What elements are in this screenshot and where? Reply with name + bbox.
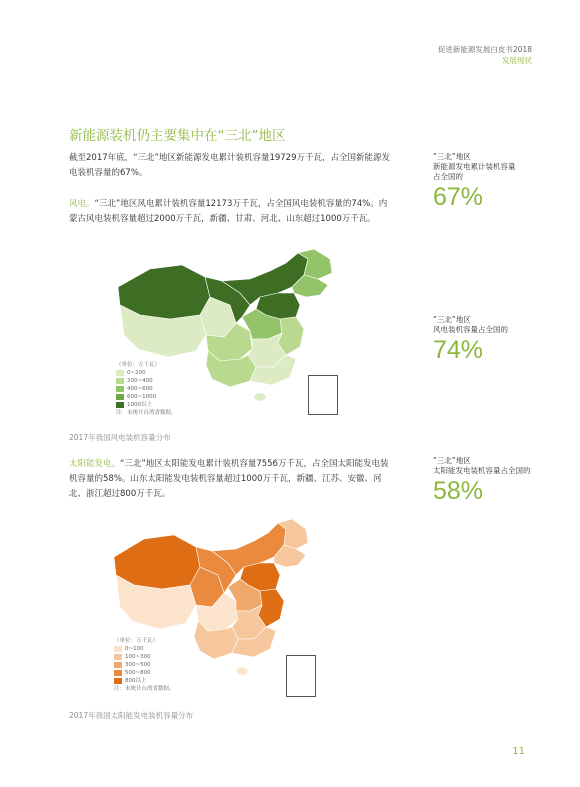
wind-map-legend	[116, 361, 177, 417]
stat-new-energy-line1: “三北”地区	[433, 152, 471, 161]
stat-solar-line2: 太阳能发电装机容量占全国的	[433, 466, 531, 475]
legend-swatch	[114, 678, 122, 684]
legend-label: 200~400	[127, 378, 153, 384]
wind-paragraph	[69, 197, 391, 227]
stat-solar-value: 58%	[433, 477, 484, 505]
solar-legend-row	[114, 669, 175, 677]
stat-solar-line1: “三北”地区	[433, 456, 471, 465]
stat-wind-value: 74%	[433, 336, 484, 364]
wind-legend-row	[116, 369, 177, 377]
legend-label: 500~800	[125, 670, 151, 676]
wind-legend-row	[116, 385, 177, 393]
solar-map-legend	[114, 637, 175, 693]
wind-text: “三北”地区风电累计装机容量12173万千瓦，占全国风电装机容量的74%。内蒙古风电装机容量超过2000万千瓦，新疆、甘肃、河北、山东超过1000万千瓦。	[69, 199, 388, 224]
legend-swatch	[114, 646, 122, 652]
legend-swatch	[116, 402, 124, 408]
legend-label: 600~1000	[127, 394, 157, 400]
wind-map-caption: 2017年我国风电装机容量分布	[69, 433, 171, 442]
header-section-label: 发展现状	[502, 56, 532, 65]
legend-swatch	[116, 386, 124, 392]
legend-label: 0~200	[127, 370, 146, 376]
solar-map-caption: 2017年我国太阳能发电装机容量分布	[69, 711, 194, 720]
stat-new-energy-line3: 占全国的	[433, 172, 463, 181]
solar-legend-row	[114, 677, 175, 685]
solar-map-note: 注：未统计台湾省数据。	[114, 686, 175, 692]
stat-wind	[433, 315, 553, 364]
header-doc-title: 促进新能源发展白皮书2018	[437, 45, 532, 54]
wind-south-sea-inset	[308, 375, 338, 415]
section-title: 新能源装机仍主要集中在“三北”地区	[69, 128, 286, 144]
legend-swatch	[116, 370, 124, 376]
legend-label: 0~100	[125, 646, 144, 652]
stat-new-energy-line2: 新能源发电累计装机容量	[433, 162, 516, 171]
legend-label: 1000以上	[127, 402, 152, 408]
wind-keyword: 风电。	[69, 199, 95, 209]
wind-map-note: 注：未统计台湾省数据。	[116, 410, 177, 416]
legend-label: 300~500	[125, 662, 151, 668]
wind-legend-title: （单位：万千瓦）	[116, 362, 161, 368]
wind-legend-row	[116, 401, 177, 409]
legend-label: 100~300	[125, 654, 151, 660]
legend-label: 400~600	[127, 386, 153, 392]
solar-text: “三北”地区太阳能发电累计装机容量7556万千瓦，占全国太阳能发电装机容量的58%。山东太阳能发电装机容量超过1000万千瓦，新疆、江苏、安徽、河北、浙江超过800万千瓦。	[69, 459, 389, 499]
legend-swatch	[114, 654, 122, 660]
solar-legend-row	[114, 661, 175, 669]
solar-south-sea-inset	[286, 655, 316, 697]
legend-swatch	[116, 378, 124, 384]
wind-legend-row	[116, 393, 177, 401]
legend-swatch	[116, 394, 124, 400]
stat-new-energy-value: 67%	[433, 183, 484, 211]
wind-legend-row	[116, 377, 177, 385]
legend-label: 800以上	[125, 678, 147, 684]
stat-wind-line1: “三北”地区	[433, 315, 471, 324]
solar-legend-row	[114, 645, 175, 653]
solar-capacity-map	[108, 515, 323, 705]
solar-paragraph	[69, 457, 391, 502]
legend-swatch	[114, 662, 122, 668]
legend-swatch	[114, 670, 122, 676]
intro-paragraph: 截至2017年底，“三北”地区新能源发电累计装机容量19729万千瓦，占全国新能源发电装机容量的67%。	[69, 153, 390, 178]
stat-wind-line2: 风电装机容量占全国的	[433, 325, 508, 334]
solar-keyword: 太阳能发电。	[69, 459, 121, 469]
page-number: 11	[512, 746, 525, 757]
solar-legend-title: （单位：万千瓦）	[114, 638, 159, 644]
stat-new-energy	[433, 152, 553, 211]
solar-legend-row	[114, 653, 175, 661]
stat-solar	[433, 456, 553, 505]
wind-capacity-map	[110, 247, 350, 427]
